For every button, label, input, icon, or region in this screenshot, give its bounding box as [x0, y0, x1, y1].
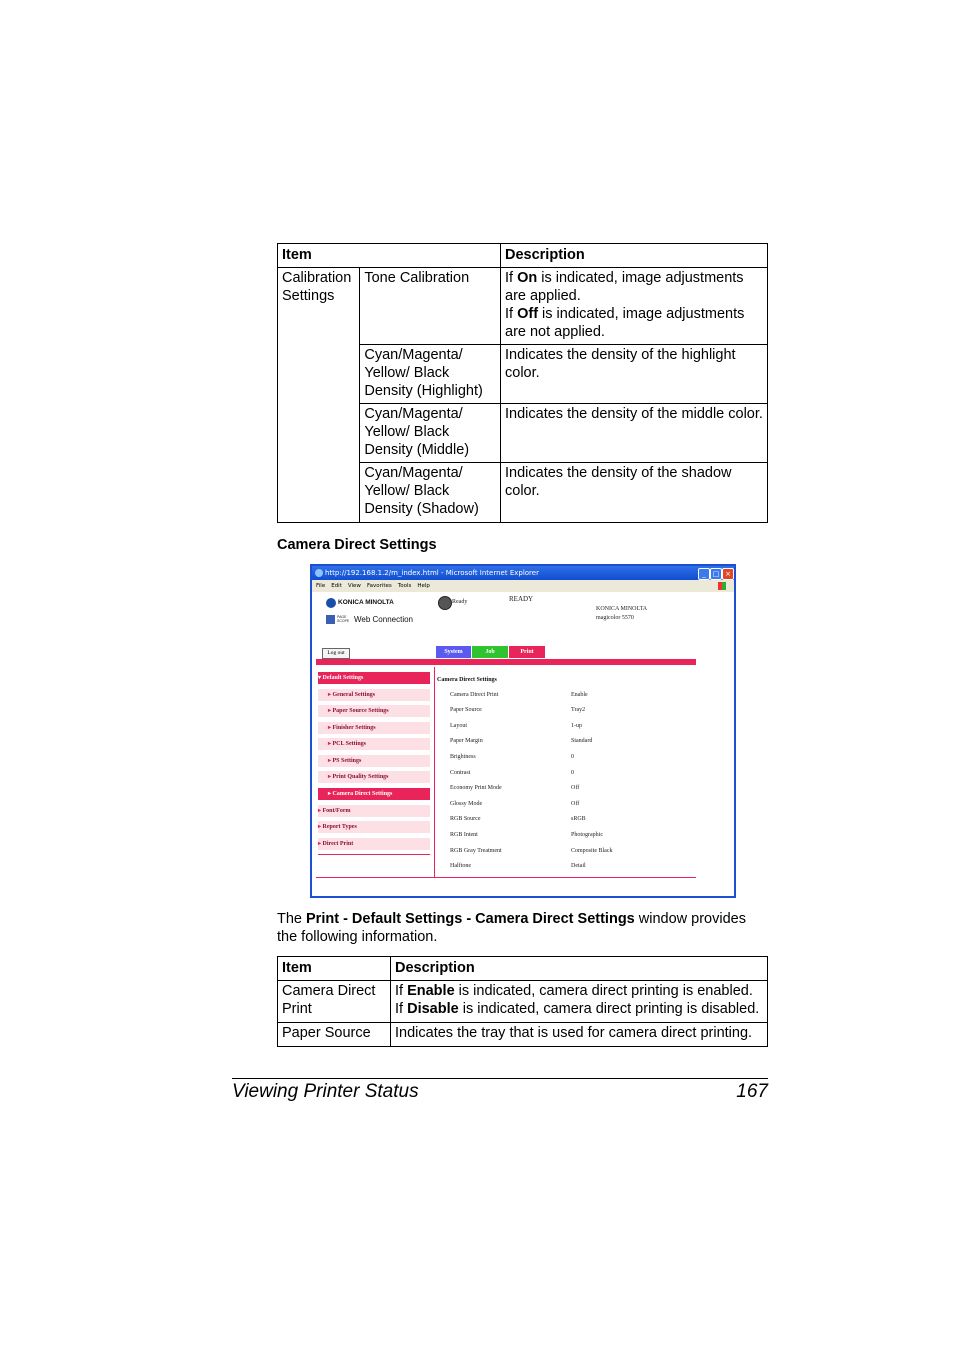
pagescope-logo: PAGE SCOPE [337, 615, 350, 623]
triangle-right-icon: ▸ [328, 741, 333, 747]
triangle-right-icon: ▸ [328, 758, 333, 764]
table-header-item: Item [278, 957, 391, 981]
triangle-right-icon: ▸ [318, 824, 323, 830]
web-connection-title: Web Connection [354, 615, 413, 624]
setting-label: Glossy Mode [450, 801, 483, 807]
window-titlebar [312, 566, 734, 580]
browser-screenshot [310, 564, 736, 898]
nav-divider [318, 854, 430, 855]
description-cell: Indicates the density of the middle color. [501, 404, 768, 463]
content-divider [434, 667, 435, 877]
description-cell: Indicates the tray that is used for camera direct printing. [391, 1023, 768, 1047]
setting-label: Paper Source [450, 707, 482, 713]
nav-pcl-settings[interactable]: ▸ PCL Settings [318, 738, 430, 750]
setting-value: 1-up [571, 723, 582, 729]
menu-help[interactable]: Help [417, 583, 430, 589]
setting-value: Off [571, 785, 580, 791]
ie-icon [315, 569, 323, 577]
pagescope-icon [326, 615, 335, 624]
menu-favorites[interactable]: Favorites [366, 583, 392, 589]
triangle-right-icon: ▸ [328, 774, 333, 780]
status-text: READY [509, 595, 534, 603]
body-paragraph: The Print - Default Settings - Camera Direct Settings window provides the following information. [277, 911, 746, 945]
brand-logo: KONICA MINOLTA [338, 599, 394, 606]
page-number: 167 [736, 1081, 768, 1102]
window-title: http://192.168.1.2/m_index.html - Microsoft Internet Explorer [325, 569, 539, 577]
nav-camera-direct-settings[interactable]: ▸ Camera Direct Settings [318, 788, 430, 800]
setting-label: Layout [450, 723, 467, 729]
triangle-down-icon: ▾ [318, 675, 323, 681]
description-cell: If Enable is indicated, camera direct printing is enabled. If Disable is indicated, camera direct printing is disabled. [391, 981, 768, 1023]
triangle-right-icon: ▸ [328, 708, 333, 714]
setting-value: Enable [571, 692, 588, 698]
camera-direct-table [277, 956, 768, 1047]
menu-edit[interactable]: Edit [331, 583, 342, 589]
setting-label: RGB Intent [450, 832, 478, 838]
setting-label: Halftone [450, 863, 471, 869]
setting-value: 0 [571, 754, 574, 760]
menu-view[interactable]: View [347, 583, 361, 589]
menu-file[interactable]: File [316, 583, 326, 589]
menu-bar [312, 580, 734, 592]
setting-value: sRGB [571, 816, 586, 822]
section-heading: Camera Direct Settings [277, 537, 437, 553]
description-cell: If On is indicated, image adjustments are applied. If Off is indicated, image adjustments are not applied. [501, 268, 768, 345]
setting-value: Detail [571, 863, 586, 869]
footer-rule [232, 1078, 768, 1079]
setting-label: Camera Direct Print [450, 692, 499, 698]
setting-value: Composite Black [571, 848, 613, 854]
setting-value: Photographic [571, 832, 603, 838]
setting-value: 0 [571, 770, 574, 776]
windows-logo-icon [718, 582, 726, 590]
nav-finisher-settings[interactable]: ▸ Finisher Settings [318, 722, 430, 734]
content-bottom-rule [316, 877, 696, 878]
table-header-description: Description [501, 244, 768, 268]
calibration-table [277, 243, 768, 523]
triangle-right-icon: ▸ [328, 791, 333, 797]
sub-item-cell: Cyan/Magenta/ Yellow/ Black Density (Shadow) [360, 463, 501, 523]
description-cell: Indicates the density of the shadow color. [501, 463, 768, 523]
printer-ready-label: Ready [452, 599, 468, 605]
tab-system[interactable]: System [436, 646, 471, 658]
triangle-right-icon: ▸ [318, 841, 323, 847]
nav-font-form[interactable]: ▸ Font/Form [318, 805, 430, 817]
group-cell: Calibration Settings [278, 268, 360, 523]
nav-paper-source-settings[interactable]: ▸ Paper Source Settings [318, 705, 430, 717]
item-cell: Paper Source [278, 1023, 391, 1047]
table-header-item: Item [278, 244, 501, 268]
setting-label: Economy Print Mode [450, 785, 502, 791]
triangle-right-icon: ▸ [328, 725, 333, 731]
table-header-description: Description [391, 957, 768, 981]
minimize-icon[interactable]: _ [698, 568, 710, 580]
model-number: magicolor 5570 [596, 615, 634, 621]
panel-title: Camera Direct Settings [437, 677, 497, 683]
nav-ps-settings[interactable]: ▸ PS Settings [318, 755, 430, 767]
setting-label: Contrast [450, 770, 471, 776]
printer-status-icon [438, 596, 452, 610]
nav-default-settings[interactable]: ▾ Default Settings [318, 672, 430, 684]
tab-job[interactable]: Job [472, 646, 508, 658]
konica-logo-icon [326, 598, 336, 608]
setting-label: Brightness [450, 754, 476, 760]
setting-value: Standard [571, 738, 593, 744]
setting-value: Tray2 [571, 707, 586, 713]
setting-label: Paper Margin [450, 738, 483, 744]
nav-general-settings[interactable]: ▸ General Settings [318, 689, 430, 701]
maximize-icon[interactable]: □ [710, 568, 722, 580]
triangle-right-icon: ▸ [328, 692, 333, 698]
sub-item-cell: Cyan/Magenta/ Yellow/ Black Density (Middle) [360, 404, 501, 463]
menu-tools[interactable]: Tools [397, 583, 412, 589]
nav-direct-print[interactable]: ▸ Direct Print [318, 838, 430, 850]
close-icon[interactable]: × [722, 568, 734, 580]
setting-label: RGB Gray Treatment [450, 848, 502, 854]
model-name: KONICA MINOLTA [596, 606, 648, 612]
nav-report-types[interactable]: ▸ Report Types [318, 821, 430, 833]
header-bar [316, 659, 696, 665]
sub-item-cell: Cyan/Magenta/ Yellow/ Black Density (Highlight) [360, 345, 501, 404]
item-cell: Camera Direct Print [278, 981, 391, 1023]
footer-title: Viewing Printer Status [232, 1081, 419, 1102]
logout-button[interactable]: Log out [322, 648, 350, 659]
tab-print[interactable]: Print [509, 646, 545, 658]
sub-item-cell: Tone Calibration [360, 268, 501, 345]
setting-label: RGB Source [450, 816, 481, 822]
nav-print-quality-settings[interactable]: ▸ Print Quality Settings [318, 771, 430, 783]
triangle-right-icon: ▸ [318, 808, 323, 814]
setting-value: Off [571, 801, 580, 807]
description-cell: Indicates the density of the highlight color. [501, 345, 768, 404]
